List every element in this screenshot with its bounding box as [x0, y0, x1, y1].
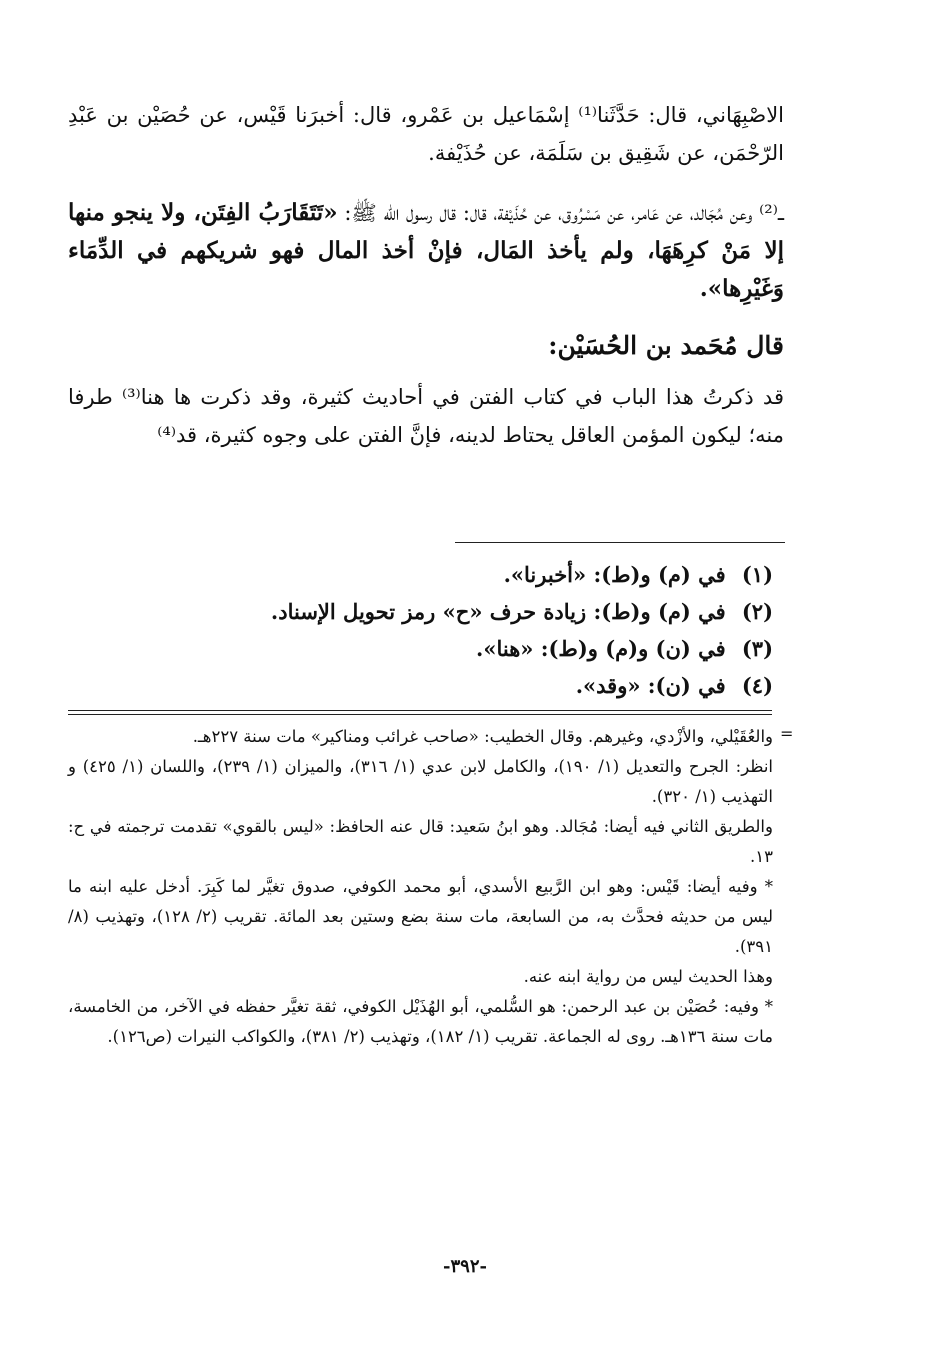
paragraph-isnad-1: الاصْبِهَاني، قال: حَدَّثَنا⁽¹⁾ إسْمَاعيل بن عَمْرو، قال: أخبرَنا قَيْس، عن حُصَيْن بن عَبْدِ الرّحْمَن، عن شَقِيق بن سَلَمَة، عن حُذَيْفة. [68, 103, 785, 165]
hadith-text: «تَتَقَارَبُ الفِتَن، ولا ينجو منها إلا مَنْ كرِهَهَا، ولم يأخذ المَال، فإنْ أخذ المال فهو شريكهم في الدِّمَاء وَغَيْرِها». [68, 199, 784, 302]
footnote-item [68, 630, 773, 667]
footnote-number: (١) [741, 562, 773, 587]
footnote-text: في (م) و(ط): زيادة حرف «ح» رمز تحويل الإسناد. [270, 599, 726, 624]
paragraph-isnad-2 [68, 194, 784, 308]
annotation-separator-inner [68, 714, 772, 715]
footnote-number: (٢) [741, 599, 773, 624]
footnote-text: في (ن) و(م) و(ط): «هنا». [476, 636, 726, 661]
page-number: -٣٩٢- [443, 1256, 487, 1277]
annotation-paragraph: * وفيه: حُصَيْن بن عبد الرحمن: هو السُّلمي، أبو الهُذَيْل الكوفي، ثقة تغيَّر حفظه في الآخر، من الخامسة، مات سنة ١٣٦هـ. روى له الجماعة. تقريب (١/ ١٨٢)، وتهذيب (٢/ ٣٨١)، والكواكب النيرات (ص١٢٦). [68, 997, 773, 1046]
footnotes [68, 556, 773, 704]
section-heading: قال مُحَمد بن الحُسَيْن: [548, 331, 784, 360]
annotation-paragraph: والطريق الثاني فيه أيضا: مُجَالد. وهو ابنُ سَعيد: قال عنه الحافظ: «ليس بالقوي» تقدمت ترجمته في ح: ١٣. [68, 817, 773, 866]
footnote-number: (٤) [741, 673, 773, 698]
footnote-number: (٣) [741, 636, 773, 661]
annotation-paragraph: والعُقَيْلي، والأزْدي، وغيرهم. وقال الخطيب: «صاحب غرائب ومناكير» مات سنة ٢٢٧هـ. [192, 727, 773, 746]
annotation-paragraph: انظر: الجرح والتعديل (١/ ١٩٠)، والكامل لابن عدي (١/ ٣١٦)، والميزان (١/ ٢٣٩)، واللسان (١/ ٤٢٥) و التهذيب (١/ ٣٢٠). [68, 757, 774, 806]
annotation-paragraph: وهذا الحديث ليس من رواية ابنه عنه. [523, 967, 773, 986]
footnote-separator [455, 542, 785, 543]
editor-annotations [68, 722, 773, 1052]
continuation-mark: = [780, 724, 794, 743]
isnad-2-text: ـ⁽²⁾ وعن مُجَالد، عن عَامر، عن مَسْرُوق، عن حُذَيْفة، قال: قال رسول الله ﷺ: [337, 201, 784, 225]
annotation-separator [68, 710, 772, 711]
paragraph-commentary: قد ذكرتُ هذا الباب في كتاب الفتن في أحاديث كثيرة، وقد ذكرت ها هنا⁽³⁾ طرفا منه؛ ليكون المؤمن العاقل يحتاط لدينه، فإنَّ الفتن على وجوه كثيرة، قد⁽⁴⁾ [68, 385, 784, 447]
footnote-item [68, 556, 773, 593]
annotation-paragraph: * وفيه أيضا: قَيْس: وهو ابن الرَّبيع الأسدي، أبو محمد الكوفي، صدوق تغيَّر لما كَبِرَ. أدخل عليه ابنه ما ليس من حديثه فحدَّث به، من السابعة، مات سنة بضع وستين بعد المائة. تقريب (٢/ ١٢٨)، وتهذيب (٨/ ٣٩١). [68, 877, 773, 956]
footnote-item [68, 667, 773, 704]
footnote-text: في (م) و(ط): «أخبرنا». [503, 562, 726, 587]
footnote-text: في (ن): «وقد». [575, 673, 726, 698]
main-text [68, 96, 784, 454]
footnote-item [68, 593, 773, 630]
